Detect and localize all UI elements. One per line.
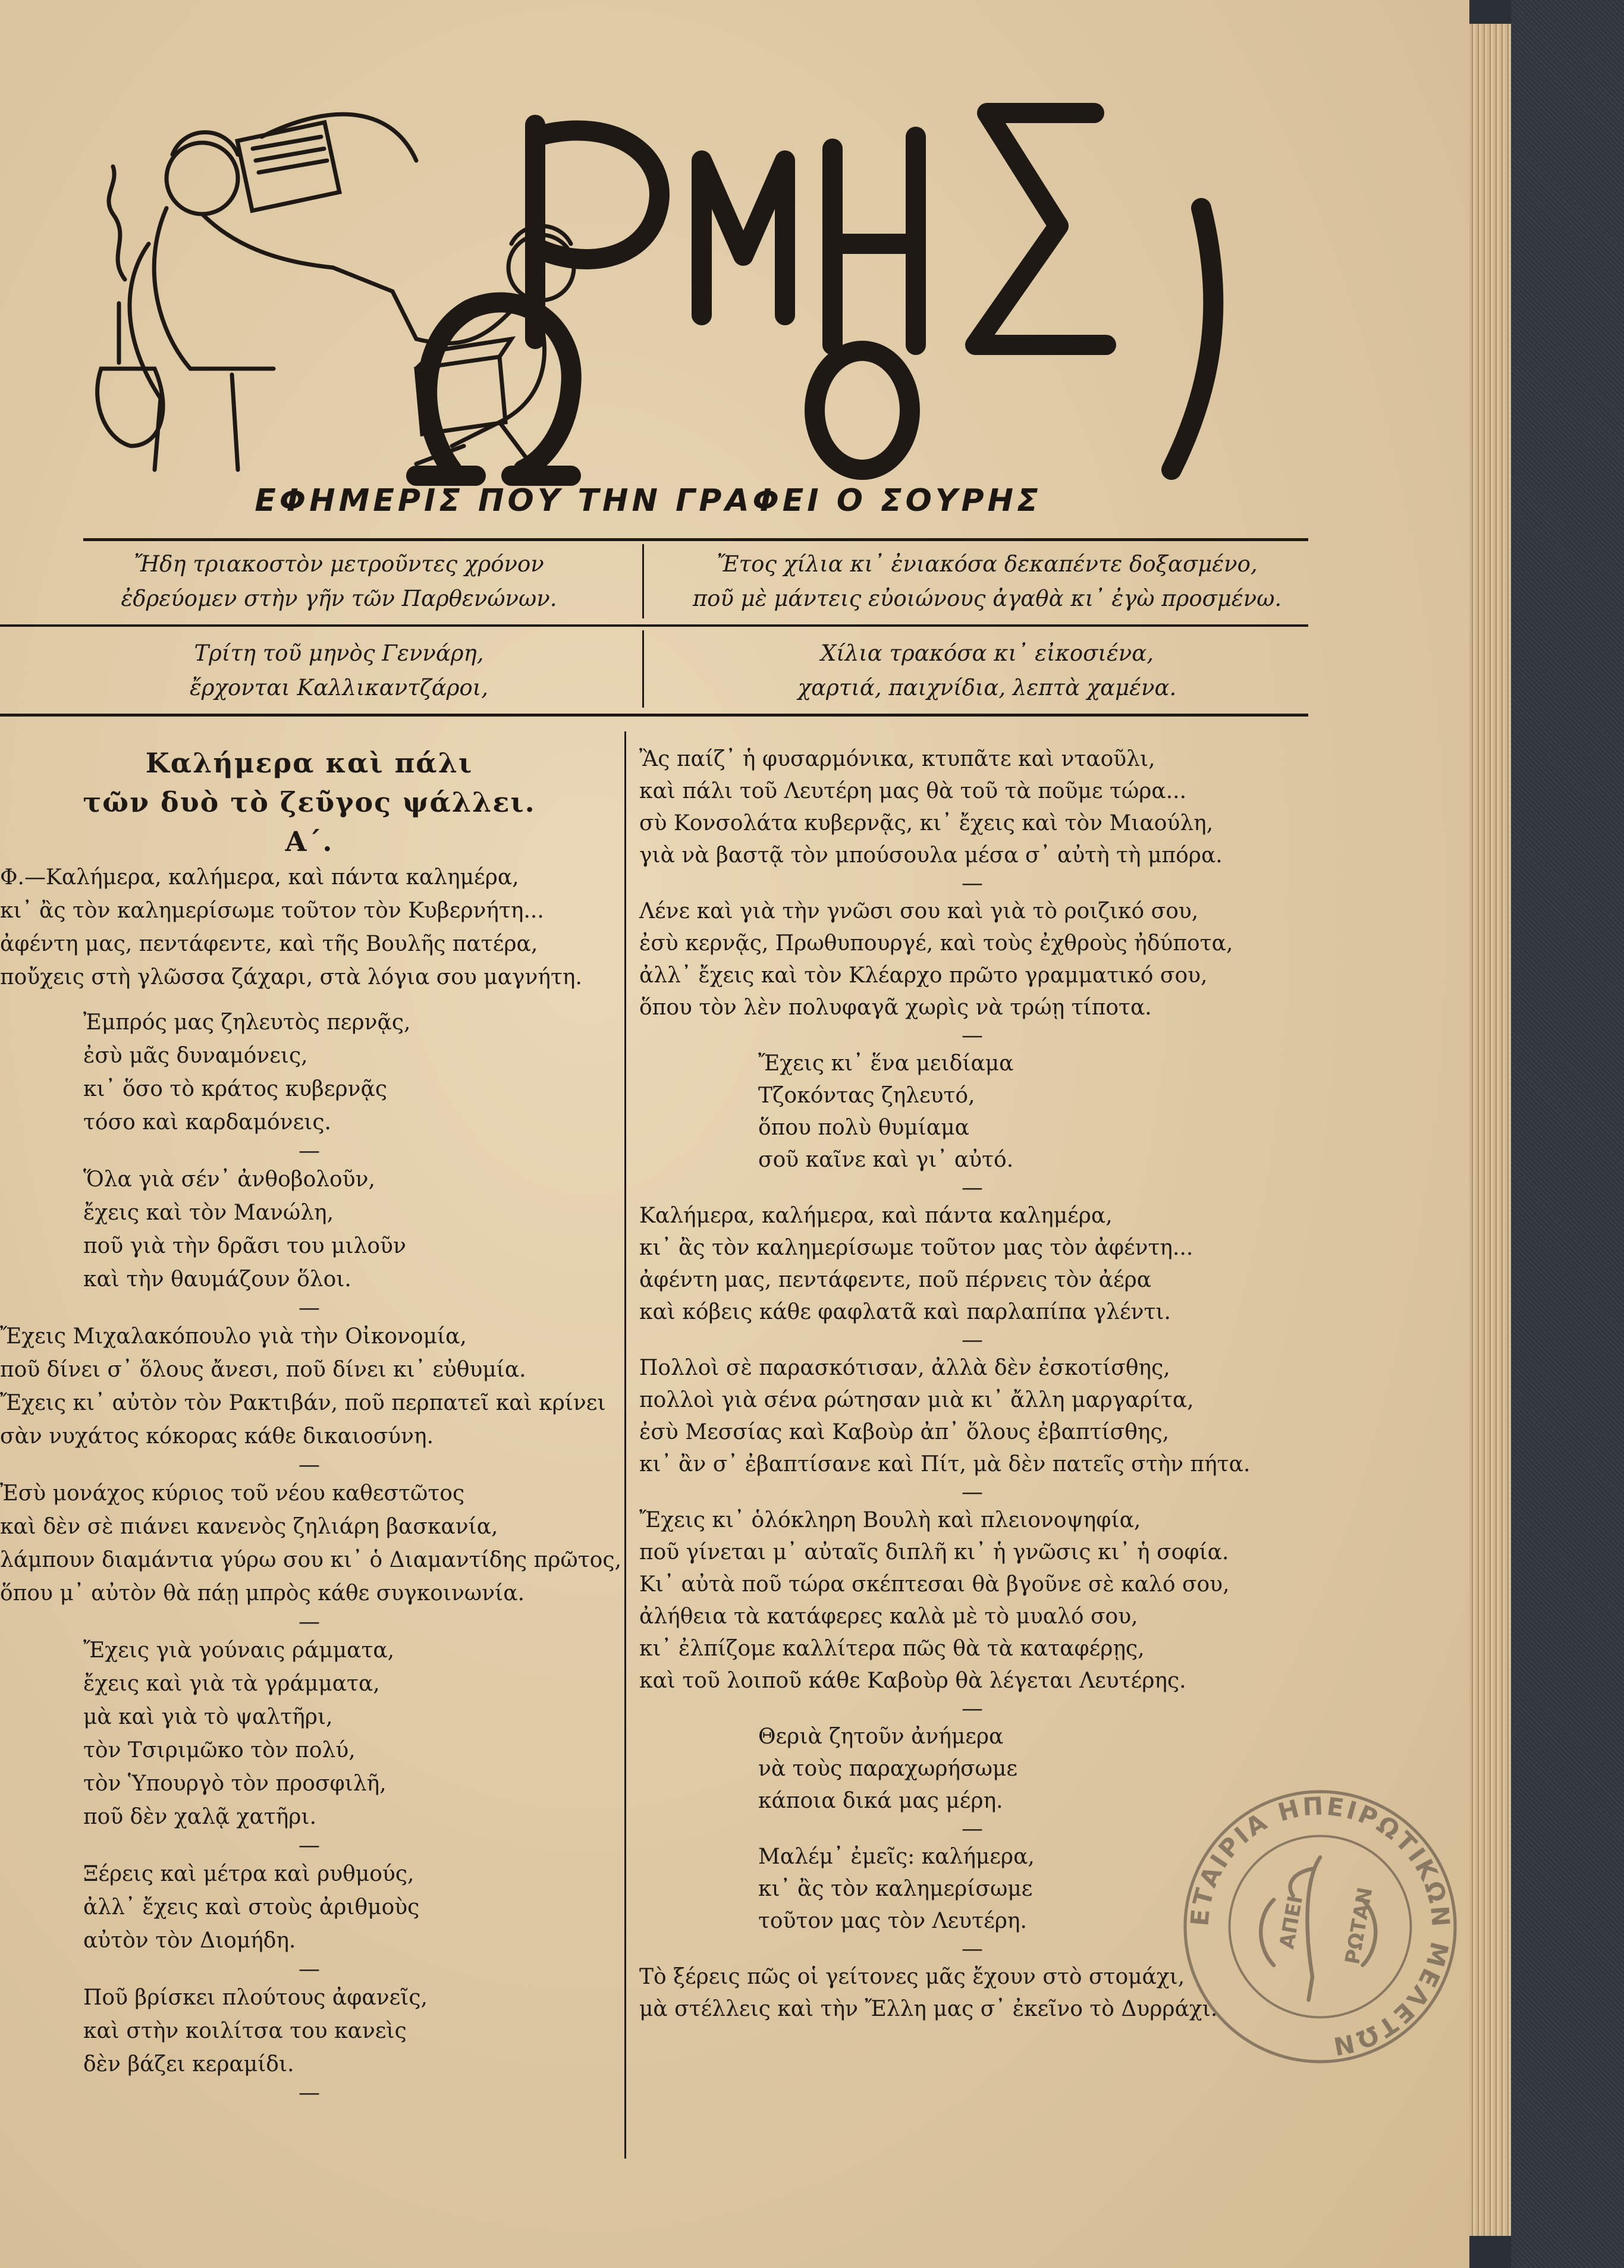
stanza-divider: — — [299, 1610, 320, 1634]
verse-line: Πολλοὶ σὲ παρασκότισαν, ἀλλὰ δὲν ἐσκοτίσθης, — [639, 1356, 1170, 1380]
stanza-divider: — — [962, 1176, 983, 1200]
verse-line: καὶ κόβεις κάθε φαφλατᾶ καὶ παρλαπίπα γλέντι. — [639, 1300, 1171, 1324]
epigraph-line: ἐδρεύομεν στὴν γῆν τῶν Παρθενώνων. — [121, 586, 557, 611]
stanza-divider: — — [962, 1328, 983, 1352]
verse-line: ὅπου μ᾽ αὐτὸν θὰ πάῃ μπρὸς κάθε συγκοινωνία. — [0, 1581, 525, 1606]
verse-line: Ἔχεις γιὰ γούναις ράμματα, — [83, 1638, 395, 1663]
stanza — [0, 861, 618, 994]
verse-line: τὸν Τσιριμῶκο τὸν πολύ, — [83, 1738, 356, 1763]
stanza-divider: — — [962, 1937, 983, 1961]
heading-line: Α΄. — [285, 825, 334, 857]
verse-line: μὰ καὶ γιὰ τὸ ψαλτῆρι, — [83, 1705, 333, 1729]
verse-line: Ποῦ βρίσκει πλούτους ἀφανεῖς, — [83, 1986, 428, 2010]
stamp-outer-text: ΕΤΑΙΡΙΑ ΗΠΕΙΡΩΤΙΚΩΝ ΜΕΛΕΤΩΝ — [1185, 1791, 1456, 2062]
verse-line: ἀλλ᾽ ἔχεις καὶ στοὺς ἀριθμοὺς — [83, 1895, 420, 1920]
rule-vertical-mid — [642, 630, 644, 708]
verse-line: Ἔχεις Μιχαλακόπουλο γιὰ τὴν Οἰκονομία, — [0, 1324, 467, 1349]
verse-line: κι᾽ ἂς τὸν καλημερίσωμε — [758, 1877, 1033, 1901]
verse-line: δὲν βάζει κεραμίδι. — [83, 2052, 294, 2077]
verse-line: καὶ τοῦ λοιποῦ κάθε Καβοὺρ θὰ λέγεται Λευτέρης. — [639, 1669, 1186, 1693]
verse-line: καὶ δὲν σὲ πιάνει κανενὸς ζηλιάρη βασκανία, — [0, 1515, 498, 1539]
column-divider — [624, 731, 626, 2159]
verse-line: Μαλέμ᾽ ἐμεῖς: καλήμερα, — [758, 1845, 1035, 1869]
stanza — [0, 1634, 618, 1834]
verse-line: σὺ Κονσολάτα κυβερνᾷς, κι᾽ ἔχεις καὶ τὸν Μιαούλη, — [639, 811, 1214, 835]
verse-line: καὶ τὴν θαυμάζουν ὅλοι. — [83, 1267, 351, 1292]
stanza-divider: — — [299, 1833, 320, 1858]
verse-line: ποῦ γιὰ τὴν δρᾶσι του μιλοῦν — [83, 1234, 406, 1258]
stanza-divider: — — [299, 1139, 320, 1163]
masthead-subtitle: ΕΦΗΜΕΡΙΣ ΠΟΥ ΤΗΝ ΓΡΑΦΕΙ Ο ΣΟΥΡΗΣ — [255, 483, 1042, 519]
verse-line: Φ.—Καλήμερα, καλήμερα, καὶ πάντα καλημέρα, — [0, 865, 519, 890]
stanza — [639, 743, 1305, 872]
verse-line: μὰ στέλλεις καὶ τὴν Ἔλλη μας σ᾽ ἐκεῖνο τὸ Δυρράχι. — [639, 1997, 1218, 2021]
verse-line: Θεριὰ ζητοῦν ἀνήμερα — [758, 1724, 1004, 1749]
verse-line: ἐσὺ Μεσσίας καὶ Καβοὺρ ἀπ᾽ ὅλους ἐβαπτίσθης, — [639, 1420, 1170, 1444]
verse-line: ἀλλ᾽ ἔχεις καὶ τὸν Κλέαρχο πρῶτο γραμματικό σου, — [639, 963, 1208, 988]
verse-line: Ἂς παίζ᾽ ἡ φυσαρμόνικα, κτυπᾶτε καὶ νταοῦλι, — [639, 747, 1155, 771]
stanza-divider: — — [962, 1817, 983, 1841]
left-column — [0, 743, 621, 2105]
stanza — [0, 1163, 618, 1296]
stanza-divider: — — [299, 1453, 320, 1477]
verse-line: κι᾽ ἐλπίζομε καλλίτερα πῶς θὰ τὰ καταφέρῃς, — [639, 1636, 1145, 1661]
verse-line: ποὔχεις στὴ γλῶσσα ζάχαρι, στὰ λόγια σου μαγνήτη. — [0, 965, 582, 989]
epigraph-left-bottom — [71, 636, 607, 705]
verse-line: ποῦ γίνεται μ᾽ αὐταῖς διπλῆ κι᾽ ἡ γνῶσις κι᾽ ἡ σοφία. — [639, 1540, 1229, 1565]
verse-line: ἐσὺ κερνᾷς, Πρωθυπουργέ, καὶ τοὺς ἐχθροὺς ἠδύποτα, — [639, 931, 1233, 956]
verse-line: ὅπου τὸν λὲν πολυφαγᾶ χωρὶς νὰ τρώῃ τίποτα. — [639, 995, 1152, 1020]
stanza — [0, 1006, 618, 1139]
verse-line: Ἔχεις κι᾽ ὁλόκληρη Βουλὴ καὶ πλειονοψηφία, — [639, 1508, 1141, 1532]
verse-line: ἀλήθεια τὰ κατάφερες καλὰ μὲ τὸ μυαλό σου, — [639, 1604, 1138, 1629]
verse-line: Τζοκόντας ζηλευτό, — [758, 1083, 975, 1108]
stamp-inner-text-1: ΑΠΕΙ — [1275, 1893, 1308, 1951]
verse-line: Καλήμερα, καλήμερα, καὶ πάντα καλημέρα, — [639, 1204, 1113, 1228]
verse-line: κι᾽ ἂς τὸν καλημερίσωμε τοῦτον τὸν Κυβερνήτη... — [0, 899, 544, 923]
book-cover — [1511, 0, 1624, 2268]
stanza — [639, 1200, 1305, 1328]
rule-bottom — [0, 714, 1308, 717]
verse-line: ἀφέντη μας, πεντάφεντε, ποῦ πέρνεις τὸν ἀέρα — [639, 1268, 1152, 1292]
stanza-divider: — — [962, 1697, 983, 1721]
epigraph-right-top — [660, 547, 1314, 616]
verse-line: καὶ πάλι τοῦ Λευτέρη μας θὰ τοῦ τὰ ποῦμε τώρα... — [639, 779, 1187, 803]
verse-line: Ὅλα γιὰ σέν᾽ ἀνθοβολοῦν, — [83, 1167, 375, 1192]
epigraph-line: ποῦ μὲ μάντεις εὐοιώνους ἀγαθὰ κι᾽ ἐγὼ προσμένω. — [692, 586, 1282, 611]
verse-line: κι᾽ ἂς τὸν καλημερίσωμε τοῦτον μας τὸν ἀφέντη... — [639, 1236, 1193, 1260]
verse-line: αὐτὸν τὸν Διομήδη. — [83, 1928, 296, 1953]
verse-line: ἀφέντη μας, πεντάφεντε, καὶ τῆς Βουλῆς πατέρα, — [0, 932, 538, 956]
verse-line: Ἐσὺ μονάχος κύριος τοῦ νέου καθεστῶτος — [0, 1481, 465, 1506]
verse-line: ποῦ δίνει σ᾽ ὅλους ἄνεσι, ποῦ δίνει κι᾽ εὐθυμία. — [0, 1358, 526, 1382]
verse-line: σὰν νυχάτος κόκορας κάθε δικαιοσύνη. — [0, 1424, 434, 1449]
stanza — [639, 896, 1305, 1024]
verse-line: κι᾽ ἂν σ᾽ ἐβαπτίσανε καὶ Πίτ, μὰ δὲν πατεῖς στὴν πήτα. — [639, 1452, 1251, 1477]
rule-vertical-top — [642, 544, 644, 618]
verse-line: τοῦτον μας τὸν Λευτέρη. — [758, 1909, 1027, 1933]
verse-line: Ἔχεις κι᾽ αὐτὸν τὸν Ρακτιβάν, ποῦ περπατεῖ καὶ κρίνει — [0, 1391, 606, 1415]
stamp-inner-text-2: ΡΩΤΑΝ — [1340, 1885, 1377, 1967]
verse-line: νὰ τοὺς παραχωρήσωμε — [758, 1757, 1018, 1781]
verse-line: τὸν Ὑπουργὸ τὸν προσφιλῆ, — [83, 1771, 387, 1796]
verse-line: ποῦ δὲν χαλᾷ χατῆρι. — [83, 1805, 317, 1829]
verse-line: κι᾽ ὅσο τὸ κράτος κυβερνᾷς — [83, 1077, 387, 1101]
stanza — [639, 1504, 1305, 1697]
epigraph-line: Ἔτος χίλια κι᾽ ἐνιακόσα δεκαπέντε δοξασμένο, — [717, 551, 1258, 577]
verse-line: ἔχεις καὶ τὸν Μανώλη, — [83, 1201, 334, 1225]
verse-line: Ἐμπρός μας ζηλευτὸς περνᾷς, — [83, 1010, 411, 1035]
verse-line: Ξέρεις καὶ μέτρα καὶ ρυθμούς, — [83, 1862, 414, 1886]
epigraph-line: Ἤδη τριακοστὸν μετροῦντες χρόνον — [134, 551, 544, 577]
verse-line: τόσο καὶ καρδαμόνεις. — [83, 1110, 331, 1135]
library-stamp — [1177, 1784, 1463, 2069]
epigraph-line: χαρτιά, παιχνίδια, λεπτὰ χαμένα. — [797, 675, 1177, 700]
epigraph-right-bottom — [660, 636, 1314, 705]
rule-top — [83, 538, 1308, 541]
verse-line: κάποια δικά μας μέρη. — [758, 1789, 1003, 1813]
verse-line: Τὸ ξέρεις πῶς οἱ γείτονες μᾶς ἔχουν στὸ στομάχι, — [639, 1965, 1185, 1989]
verse-line: Κι᾽ αὐτὰ ποῦ τώρα σκέπτεσαι θὰ βγοῦνε σὲ καλό σου, — [639, 1572, 1230, 1597]
epigraph-left-top — [71, 547, 607, 616]
epigraph-line: Τρίτη τοῦ μηνὸς Γεννάρη, — [194, 640, 484, 666]
heading-line: τῶν δυὸ τὸ ζεῦγος ψάλλει. — [83, 786, 536, 818]
stanza-divider: — — [299, 2081, 320, 2105]
poem-heading — [0, 743, 618, 861]
stanza — [0, 1320, 618, 1453]
verse-line: ἐσὺ μᾶς δυναμόνεις, — [83, 1044, 308, 1068]
masthead-title-art — [83, 89, 1243, 488]
stanza-divider: — — [962, 871, 983, 896]
verse-line: Ἔχεις κι᾽ ἕνα μειδίαμα — [758, 1051, 1014, 1076]
masthead — [83, 89, 1243, 488]
rule-middle — [0, 624, 1308, 627]
stanza-divider: — — [299, 1296, 320, 1320]
stanza-divider: — — [299, 1957, 320, 1981]
epigraph-line: ἔρχονται Καλλικαντζάροι, — [189, 675, 489, 700]
heading-line: Καλήμερα καὶ πάλι — [145, 747, 473, 779]
verse-line: πολλοὶ γιὰ σένα ρώτησαν μιὰ κι᾽ ἄλλη μαργαρίτα, — [639, 1388, 1194, 1412]
stanza — [639, 1352, 1305, 1481]
verse-line: καὶ στὴν κοιλίτσα του κανεὶς — [83, 2019, 407, 2043]
verse-line: λάμπουν διαμάντια γύρω σου κι᾽ ὁ Διαμαντίδης πρῶτος, — [0, 1548, 621, 1572]
verse-line: ὅπου πολὺ θυμίαμα — [758, 1116, 969, 1140]
stanza — [639, 1048, 1305, 1176]
stanza-divider: — — [962, 1480, 983, 1504]
verse-line: ἔχεις καὶ γιὰ τὰ γράμματα, — [83, 1672, 380, 1696]
stanza — [0, 1858, 618, 1958]
stanza — [0, 1981, 618, 2081]
verse-line: σοῦ καῖνε καὶ γι᾽ αὐτό. — [758, 1148, 1014, 1172]
page-edges — [1469, 24, 1511, 2236]
stanza — [0, 1477, 621, 1610]
verse-line: γιὰ νὰ βαστᾷ τὸν μπούσουλα μέσα σ᾽ αὐτὴ τὴ μπόρα. — [639, 843, 1223, 868]
verse-line: Λένε καὶ γιὰ τὴν γνῶσι σου καὶ γιὰ τὸ ροιζικό σου, — [639, 899, 1199, 923]
epigraph-line: Χίλια τρακόσα κι᾽ εἰκοσιένα, — [820, 640, 1154, 666]
stanza-divider: — — [962, 1023, 983, 1048]
